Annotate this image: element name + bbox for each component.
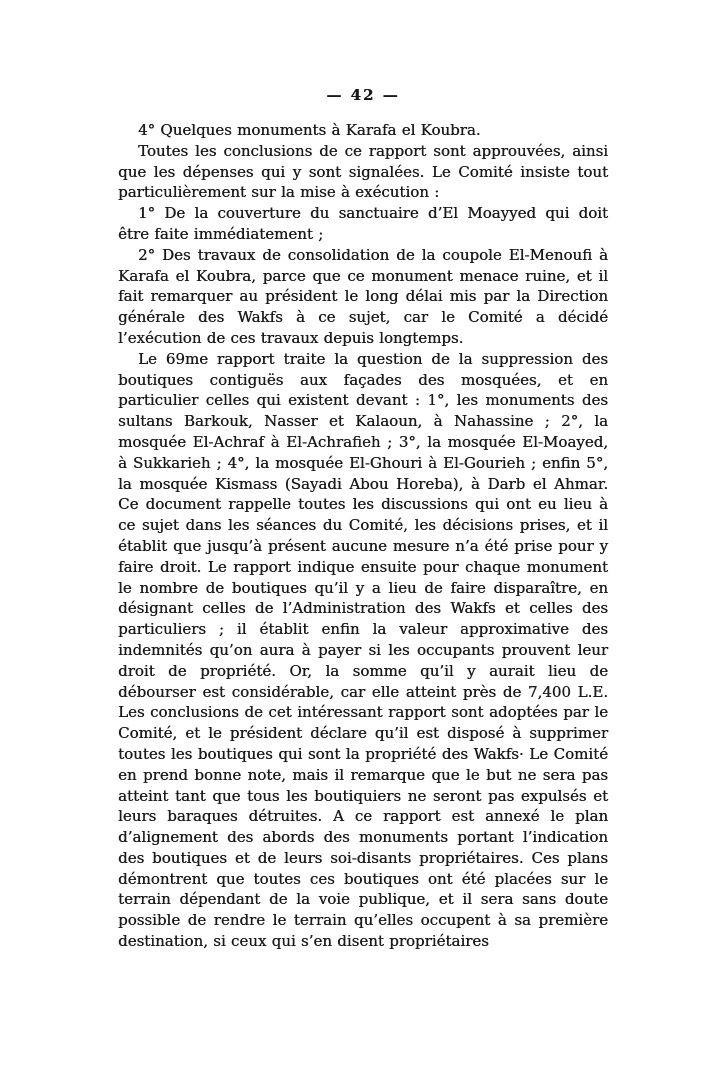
text-column — [118, 120, 608, 952]
paragraph-conclusions: Toutes les conclusions de ce rapport sont approuvées, ainsi que les dépenses qui y sont signalées. Le Comité insiste tout particulièrement sur la mise à exécution : — [118, 141, 608, 202]
paragraph-item-1: 1° De la couverture du sanctuaire d’El Moayyed qui doit être faite immédiatement ; — [118, 204, 608, 243]
page-number: — 42 — — [326, 86, 400, 104]
paragraph-heading-item-4: 4° Quelques monuments à Karafa el Koubra. — [138, 121, 481, 139]
paragraph-item-2: 2° Des travaux de consolidation de la coupole El-Menoufi à Karafa el Koubra, parce que ce monument menace ruine, et il fait remarquer au président le long délai mis par la Direction générale des Wakfs à ce sujet, car le Comité a décidé l’exécution de ces travaux depuis longtemps. — [118, 245, 608, 347]
paragraph-rapport-69: Le 69me rapport traite la question de la suppression des boutiques contiguës aux façades des mosquées, et en particulier celles qui existent devant : 1°, les monuments des sultans Barkouk, Nasser et Kalaoun, à Nahassine ; 2°, la mosquée El-Achraf à El-Achrafieh ; 3°, la mosquée El-Moayed, à Sukkarieh ; 4°, la mosquée El-Ghouri à El-Gourieh ; enfin 5°, la mosquée Kismass (Sayadi Abou Horeba), à Darb el Ahmar. Ce document rappelle toutes les discussions qui ont eu lieu à ce sujet dans les séances du Comité, les décisions prises, et il établit que jusqu’à présent aucune mesure n’a été prise pour y faire droit. Le rapport indique ensuite pour chaque monument le nombre de boutiques qu’il y a lieu de faire disparaître, en désignant celles de l’Administration des Wakfs et celles des particuliers ; il établit enfin la valeur approximative des indemnités qu’on aura à payer si les occupants prouvent leur droit de propriété. Or, la somme qu’il y aurait lieu de débourser est considérable, car elle atteint près de 7,400 L.E. Les conclusions de cet intéressant rapport sont adoptées par le Comité, et le président déclare qu’il est disposé à supprimer toutes les boutiques qui sont la propriété des Wakfs· Le Comité en prend bonne note, mais il remarque que le but ne sera pas atteint tant que tous les boutiquiers ne seront pas expulsés et leurs baraques détruites. A ce rapport est annexé le plan d’alignement des abords des monuments portant l’indication des boutiques et de leurs soi-disants propriétaires. Ces plans démontrent que toutes ces boutiques ont été placées sur le terrain dépendant de la voie publique, et il sera sans doute possible de rendre le terrain qu’elles occupent à sa première destination, si ceux qui s’en disent propriétaires — [118, 349, 608, 951]
